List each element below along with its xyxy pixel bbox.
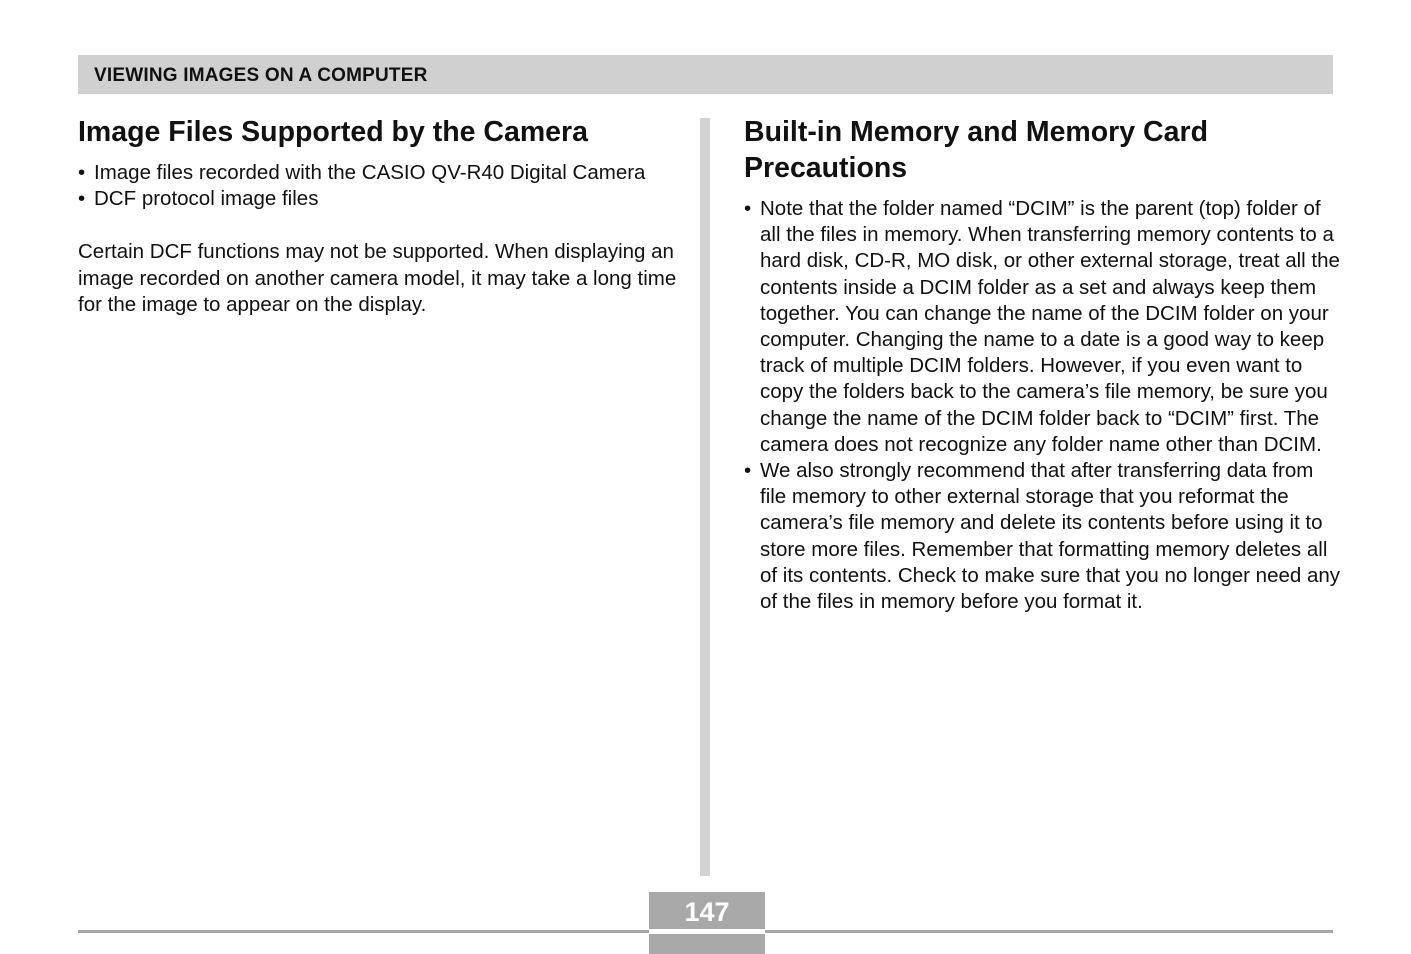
right-bullet-list	[744, 196, 1344, 615]
left-heading: Image Files Supported by the Camera	[78, 116, 588, 148]
section-header-bar	[78, 55, 1333, 94]
list-item: • DCF protocol image files	[78, 186, 678, 212]
page-number: 147	[684, 897, 730, 927]
list-item: • We also strongly recommend that after transferring data from file memory to other external storage that you reformat the camera’s file memory and delete its contents before using it to store more files. Remember that formatting memory deletes all of its contents. Check to make sure that you no longer need any of the files in memory before you format it.	[744, 458, 1344, 615]
left-column	[78, 114, 678, 318]
right-column	[744, 114, 1344, 615]
left-paragraph: Certain DCF functions may not be supported. When displaying an image recorded on another camera model, it may take a long time for the image to appear on the display.	[78, 240, 677, 316]
right-heading: Built-in Memory and Memory Card Precautions	[744, 116, 1208, 184]
page-number-box	[649, 892, 765, 954]
list-item: • Note that the folder named “DCIM” is the parent (top) folder of all the files in memory. When transferring memory contents to a hard disk, CD-R, MO disk, or other external storage, treat all the contents inside a DCIM folder as a set and always keep them together. You can change the name of the DCIM folder on your computer. Changing the name to a date is a good way to keep track of multiple DCIM folders. However, if you even want to copy the folders back to the camera’s file memory, be sure you change the name of the DCIM folder back to “DCIM” first. The camera does not recognize any folder name other than DCIM.	[744, 196, 1344, 458]
page-number-box-gap	[649, 929, 765, 934]
column-divider	[700, 118, 710, 876]
left-bullet-list	[78, 160, 678, 212]
list-item: • Image files recorded with the CASIO QV-R40 Digital Camera	[78, 160, 678, 186]
section-header-title: VIEWING IMAGES ON A COMPUTER	[94, 65, 428, 86]
